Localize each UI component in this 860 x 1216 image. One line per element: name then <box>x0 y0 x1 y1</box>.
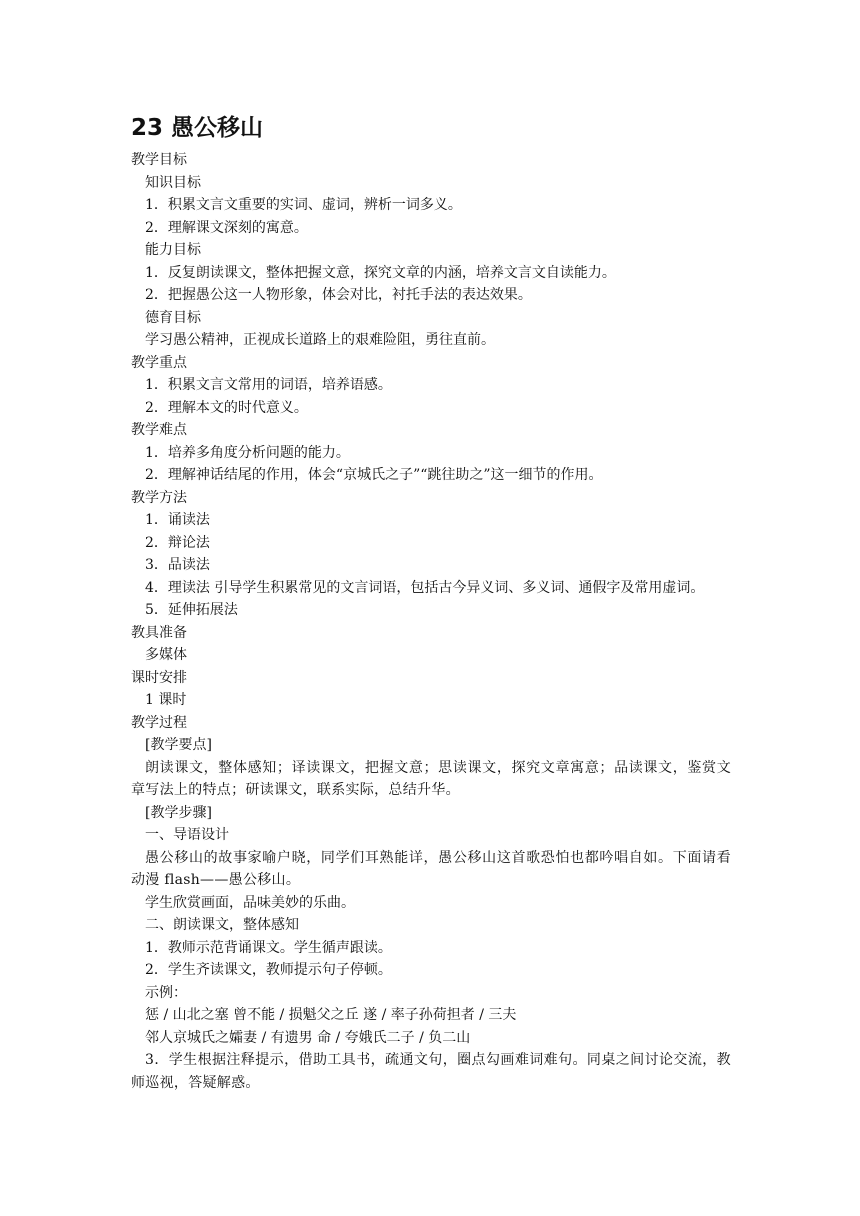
body-line: 1．反复朗读课文，整体把握文意，探究文章的内涵，培养文言文自读能力。 <box>145 264 616 281</box>
body-line: 示例： <box>145 984 187 1001</box>
body-line: 1 课时 <box>145 692 187 708</box>
body-line: 5．延伸拓展法 <box>145 602 238 618</box>
section-heading: 教学过程 <box>131 714 187 731</box>
body-line: 1．积累文言文常用的词语，培养语感。 <box>145 377 392 393</box>
body-line: 知识目标 <box>145 174 201 191</box>
section-heading: 教具准备 <box>131 624 187 641</box>
body-line: 2．辩论法 <box>145 534 210 551</box>
body-line: [教学要点] <box>145 737 212 753</box>
body-line: 3．学生根据注释提示，借助工具书，疏通文句，圈点勾画难词难句。同桌之间讨论交流，教师巡视，答疑解惑。 <box>131 1052 731 1091</box>
body-line: 一、导语设计 <box>145 827 229 843</box>
body-line: 4．理读法 引导学生积累常见的文言词语，包括古今异义词、多义词、通假字及常用虚词。 <box>145 579 705 596</box>
body-line: 1．诵读法 <box>145 512 210 528</box>
body-line: 1．培养多角度分析问题的能力。 <box>145 444 350 461</box>
document-title: 23 愚公移山 <box>131 115 264 141</box>
body-line: 1．积累文言文重要的实词、虚词，辨析一词多义。 <box>145 197 462 213</box>
body-line: 2．理解本文的时代意义。 <box>145 399 308 416</box>
section-heading: 教学重点 <box>131 354 187 371</box>
body-line: 2．学生齐读课文，教师提示句子停顿。 <box>145 962 392 978</box>
body-line: 学习愚公精神，正视成长道路上的艰难险阻，勇往直前。 <box>145 332 495 348</box>
body-line: 愚公移山的故事家喻户晓，同学们耳熟能详，愚公移山这首歌恐怕也都吟唱自如。下面请看动漫 flash——愚公移山。 <box>131 849 731 888</box>
body-line: 3．品读法 <box>145 557 210 573</box>
section-heading: 教学方法 <box>131 489 187 506</box>
body-line: 邻人京城氏之孀妻 / 有遗男 命 / 夸娥氏二子 / 负二山 <box>145 1029 471 1046</box>
body-line: 二、朗读课文，整体感知 <box>145 917 299 933</box>
body-line: 能力目标 <box>145 242 201 258</box>
body-line: 2．把握愚公这一人物形象，体会对比，衬托手法的表达效果。 <box>145 287 532 303</box>
body-line: 1．教师示范背诵课文。学生循声跟读。 <box>145 939 392 956</box>
document-lines <box>131 149 731 1094</box>
body-line: 朗读课文，整体感知；译读课文，把握文意；思读课文，探究文章寓意；品读课文，鉴赏文章写法上的特点；研读课文，联系实际，总结升华。 <box>131 759 731 798</box>
document-body <box>131 112 731 1094</box>
section-heading: 教学难点 <box>131 422 187 438</box>
section-heading: 课时安排 <box>131 669 187 686</box>
body-line: [教学步骤] <box>145 804 212 821</box>
body-line: 2．理解神话结尾的作用，体会“京城氏之子”“跳往助之”这一细节的作用。 <box>145 467 603 483</box>
body-line: 学生欣赏画面，品味美妙的乐曲。 <box>145 894 355 911</box>
body-line: 多媒体 <box>145 647 187 663</box>
body-line: 德育目标 <box>145 309 201 326</box>
body-line: 2．理解课文深刻的寓意。 <box>145 219 308 236</box>
section-heading: 教学目标 <box>131 152 187 168</box>
body-line: 惩 / 山北之塞 曾不能 / 损魁父之丘 遂 / 率子孙荷担者 / 三夫 <box>145 1007 517 1023</box>
